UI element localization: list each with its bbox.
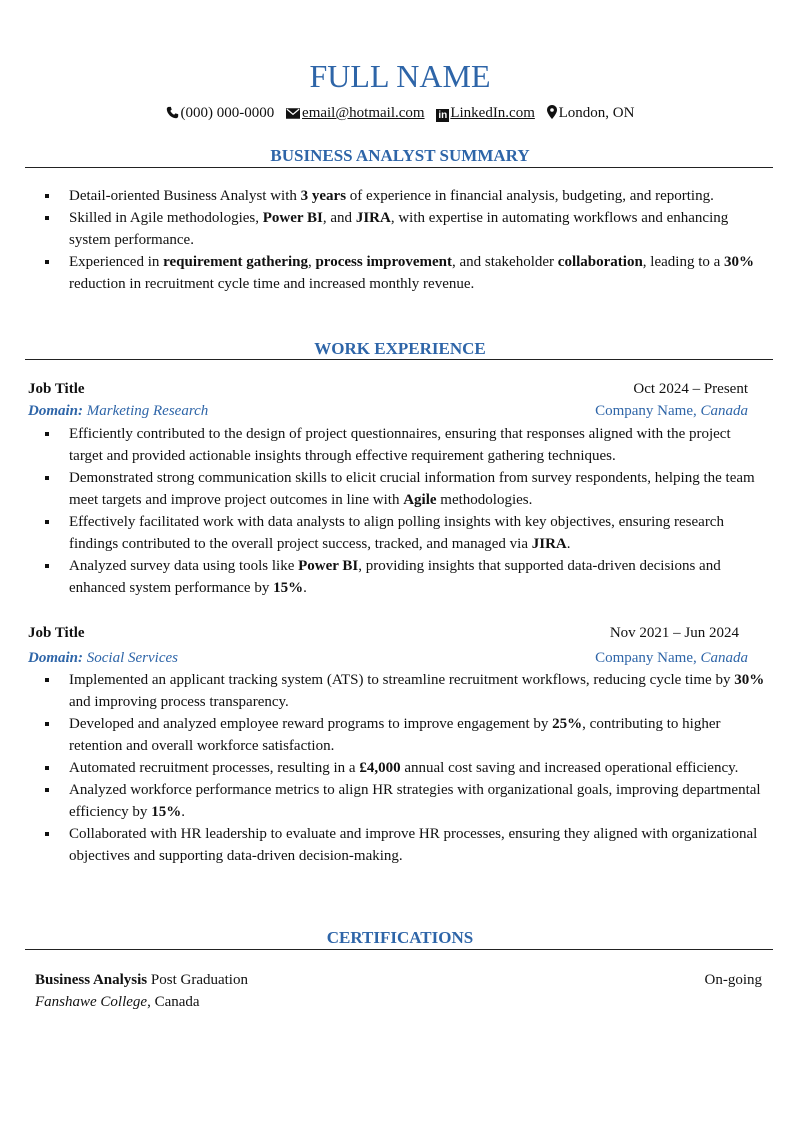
linkedin-link[interactable]: LinkedIn.com — [450, 105, 535, 121]
section-divider — [25, 359, 773, 360]
certification-institution-row — [0, 991, 800, 1013]
email-link[interactable]: email@hotmail.com — [302, 105, 425, 121]
location-pin-icon — [547, 105, 557, 119]
company-name: Company Name, — [595, 403, 697, 419]
summary-bullets — [0, 185, 800, 295]
domain-value: Marketing Research — [86, 403, 209, 419]
section-divider — [25, 167, 773, 168]
job-company — [595, 647, 748, 669]
list-item: Skilled in Agile methodologies, Power BI, and JIRA, with expertise in automating workflows and enhancing system performance. — [0, 207, 800, 251]
contact-line — [0, 102, 800, 124]
job-bullets-block — [0, 669, 800, 867]
domain-label: Domain: — [28, 403, 84, 419]
list-item: Developed and analyzed employee reward programs to improve engagement by 25%, contributing to higher retention and overall workforce satisfaction. — [0, 713, 800, 757]
list-item: Analyzed workforce performance metrics to align HR strategies with organizational goals, improving departmental efficiency by 15%. — [0, 779, 800, 823]
list-item: Analyzed survey data using tools like Power BI, providing insights that supported data-driven decisions and enhanced system performance by 15%. — [0, 555, 800, 599]
certification-row — [0, 969, 800, 991]
experience-heading: WORK EXPERIENCE — [314, 339, 486, 358]
job-bullets-block — [0, 423, 800, 599]
email-icon — [286, 108, 300, 119]
job-company — [595, 400, 748, 422]
certifications-heading: CERTIFICATIONS — [326, 928, 474, 947]
company-country: Canada — [700, 403, 748, 419]
job-dates: Oct 2024 – Present — [633, 381, 748, 397]
section-divider — [25, 949, 773, 950]
certification-name-bold: Business Analysis — [35, 972, 148, 988]
list-item: Demonstrated strong communication skills to elicit crucial information from survey respondents, helping the team meet targets and improve project outcomes in line with Agile methodologies. — [0, 467, 800, 511]
certification-institution — [35, 991, 200, 1013]
contact-linkedin[interactable] — [436, 102, 535, 124]
job-header — [0, 378, 800, 400]
domain-value: Social Services — [86, 650, 178, 666]
list-item: Collaborated with HR leadership to evaluate and improve HR processes, ensuring they aligned with organizational objectives and supporting data-driven decision-making. — [0, 823, 800, 867]
domain-label: Domain: — [28, 650, 84, 666]
institution-location: , Canada — [147, 994, 200, 1010]
certification-status: On-going — [704, 972, 762, 988]
linkedin-icon: in — [436, 109, 449, 122]
company-name: Company Name, — [595, 650, 697, 666]
list-item: Detail-oriented Business Analyst with 3 years of experience in financial analysis, budgeting, and reporting. — [0, 185, 800, 207]
job-title: Job Title — [28, 381, 85, 397]
full-name: FULL NAME — [309, 58, 491, 94]
job-title: Job Title — [28, 625, 85, 641]
contact-phone — [166, 102, 275, 124]
certification-name-rest: Post Graduation — [150, 972, 248, 988]
summary-section — [0, 185, 800, 295]
list-item: Automated recruitment processes, resulting in a £4,000 annual cost saving and increased operational efficiency. — [0, 757, 800, 779]
list-item: Efficiently contributed to the design of project questionnaires, ensuring that responses aligned with the project target and provided actionable insights through effective requirement gathering techniques. — [0, 423, 800, 467]
company-country: Canada — [700, 650, 748, 666]
job-domain — [28, 647, 178, 669]
institution-name: Fanshawe College — [35, 994, 148, 1010]
job-bullets — [0, 669, 800, 867]
list-item: Experienced in requirement gathering, process improvement, and stakeholder collaboration, leading to a 30% reduction in recruitment cycle time and increased monthly revenue. — [0, 251, 800, 295]
location-text: London, ON — [558, 105, 635, 121]
contact-location — [547, 102, 635, 124]
job-dates: Nov 2021 – Jun 2024 — [609, 625, 739, 641]
job-domain — [28, 400, 208, 422]
summary-heading: BUSINESS ANALYST SUMMARY — [270, 146, 530, 165]
job-bullets — [0, 423, 800, 599]
phone-icon — [166, 106, 179, 119]
job-header — [0, 622, 800, 644]
list-item: Implemented an applicant tracking system (ATS) to streamline recruitment workflows, reducing cycle time by 30% and improving process transparency. — [0, 669, 800, 713]
phone-text: (000) 000-0000 — [180, 105, 275, 121]
list-item: Effectively facilitated work with data analysts to align polling insights with key objectives, ensuring research findings contributed to the overall project success, tracked, and managed via JIRA. — [0, 511, 800, 555]
contact-email[interactable] — [286, 102, 425, 124]
job-meta — [0, 647, 800, 669]
certification-name — [35, 969, 248, 991]
job-meta — [0, 400, 800, 422]
